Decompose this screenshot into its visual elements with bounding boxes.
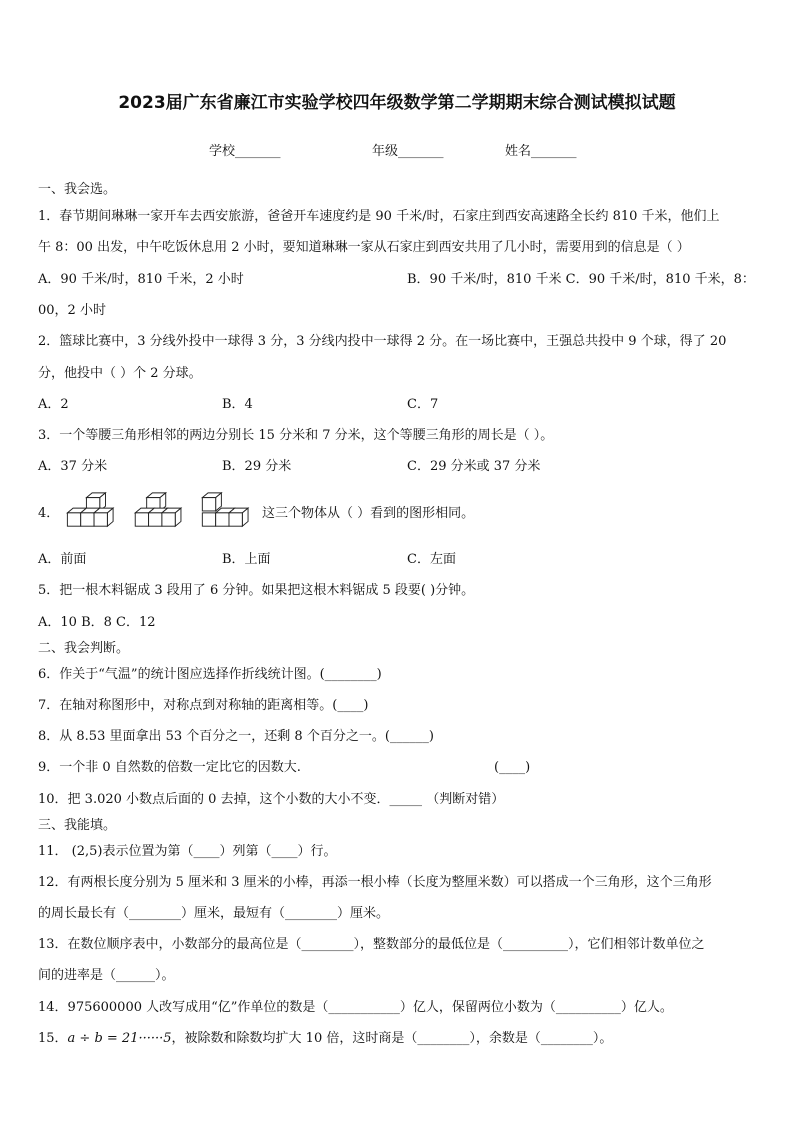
q4-number: 4． bbox=[38, 506, 60, 521]
q13-text-line2: 间的进率是（______）。 bbox=[38, 968, 175, 983]
q9-text: 9．一个非 0 自然数的倍数一定比它的因数大. bbox=[38, 760, 301, 775]
q2-text-line2: 分，他投中（ ）个 2 分球。 bbox=[38, 366, 202, 381]
q14-text: 14．975600000 人改写成用“亿”作单位的数是（___________）亿人，保留两位小数为（__________）亿人。 bbox=[38, 1000, 673, 1015]
q4-option-c: C．左面 bbox=[407, 552, 456, 567]
q9-blank: (____) bbox=[494, 760, 531, 775]
q13-text-line1: 13．在数位顺序表中，小数部分的最高位是（________），整数部分的最低位是（__________），它们相邻计数单位之 bbox=[38, 937, 705, 952]
q3-option-c: C．29 分米或 37 分米 bbox=[407, 459, 541, 474]
q1-text-line1: 1．春节期间琳琳一家开车去西安旅游，爸爸开车速度约是 90 千米/时，石家庄到西安高速路全长约 810 千米，他们上 bbox=[38, 209, 720, 224]
q15-expression: a ÷ b = 21······5 bbox=[67, 1031, 172, 1046]
q2-option-b: B．4 bbox=[222, 397, 253, 412]
q11-text: 11． (2,5)表示位置为第（____）列第（____）行。 bbox=[38, 844, 337, 859]
q2-text-line1: 2．篮球比赛中，3 分线外投中一球得 3 分，3 分线内投中一球得 2 分。在一场比赛中，王强总共投中 9 个球，得了 20 bbox=[38, 334, 727, 349]
q4-option-b: B．上面 bbox=[222, 552, 271, 567]
q15-line bbox=[38, 1031, 612, 1047]
cube-figure-2 bbox=[132, 490, 188, 530]
q3-option-b: B．29 分米 bbox=[222, 459, 292, 474]
school-field: 学校_______ bbox=[209, 144, 281, 159]
q2-option-c: C．7 bbox=[407, 397, 439, 412]
section-heading-choice: 一、我会选。 bbox=[38, 182, 117, 197]
cube-figure-1 bbox=[64, 490, 126, 530]
q3-text: 3．一个等腰三角形相邻的两边分别长 15 分米和 7 分米，这个等腰三角形的周长是（ ）。 bbox=[38, 428, 554, 443]
q2-option-a: A．2 bbox=[38, 397, 69, 412]
section-heading-fill: 三、我能填。 bbox=[38, 818, 117, 833]
q7-text: 7．在轴对称图形中，对称点到对称轴的距离相等。(____) bbox=[38, 698, 369, 713]
q5-text: 5．把一根木料锯成 3 段用了 6 分钟。如果把这根木料锯成 5 段要( )分钟。 bbox=[38, 583, 475, 598]
q1-text-line2: 午 8：00 出发，中午吃饭休息用 2 小时，要知道琳琳一家从石家庄到西安共用了几小时，需要用到的信息是（ ） bbox=[38, 240, 690, 255]
q10-text: 10．把 3.020 小数点后面的 0 去掉，这个小数的大小不变．_____ （判断对错） bbox=[38, 792, 505, 807]
q15-number: 15． bbox=[38, 1031, 68, 1046]
page-title: 2023届广东省廉江市实验学校四年级数学第二学期期末综合测试模拟试题 bbox=[118, 93, 676, 113]
cube-figure-3 bbox=[199, 490, 259, 530]
q1-option-c-cont: 00，2 小时 bbox=[38, 303, 106, 318]
q5-options: A．10 B．8 C．12 bbox=[38, 615, 156, 630]
q6-text: 6．作关于“气温”的统计图应选择作折线统计图。(________) bbox=[38, 667, 382, 682]
section-heading-judge: 二、我会判断。 bbox=[38, 641, 130, 656]
q3-option-a: A．37 分米 bbox=[38, 459, 108, 474]
q4-option-a: A．前面 bbox=[38, 552, 87, 567]
q4-text: 这三个物体从（ ）看到的图形相同。 bbox=[262, 506, 475, 521]
q1-option-bc: B．90 千米/时，810 千米 C．90 千米/时，810 千米，8： bbox=[407, 272, 755, 287]
name-field: 姓名_______ bbox=[505, 144, 577, 159]
q15-text: ，被除数和除数均扩大 10 倍，这时商是（________），余数是（________）。 bbox=[171, 1031, 613, 1046]
grade-field: 年级_______ bbox=[372, 144, 444, 159]
q12-text-line1: 12．有两根长度分别为 5 厘米和 3 厘米的小棒，再添一根小棒（长度为整厘米数）可以搭成一个三角形，这个三角形 bbox=[38, 875, 712, 890]
q1-option-a: A．90 千米/时，810 千米，2 小时 bbox=[38, 272, 244, 287]
q8-text: 8．从 8.53 里面拿出 53 个百分之一，还剩 8 个百分之一。(______) bbox=[38, 729, 434, 744]
q12-text-line2: 的周长最长有（________）厘米，最短有（________）厘米。 bbox=[38, 906, 390, 921]
